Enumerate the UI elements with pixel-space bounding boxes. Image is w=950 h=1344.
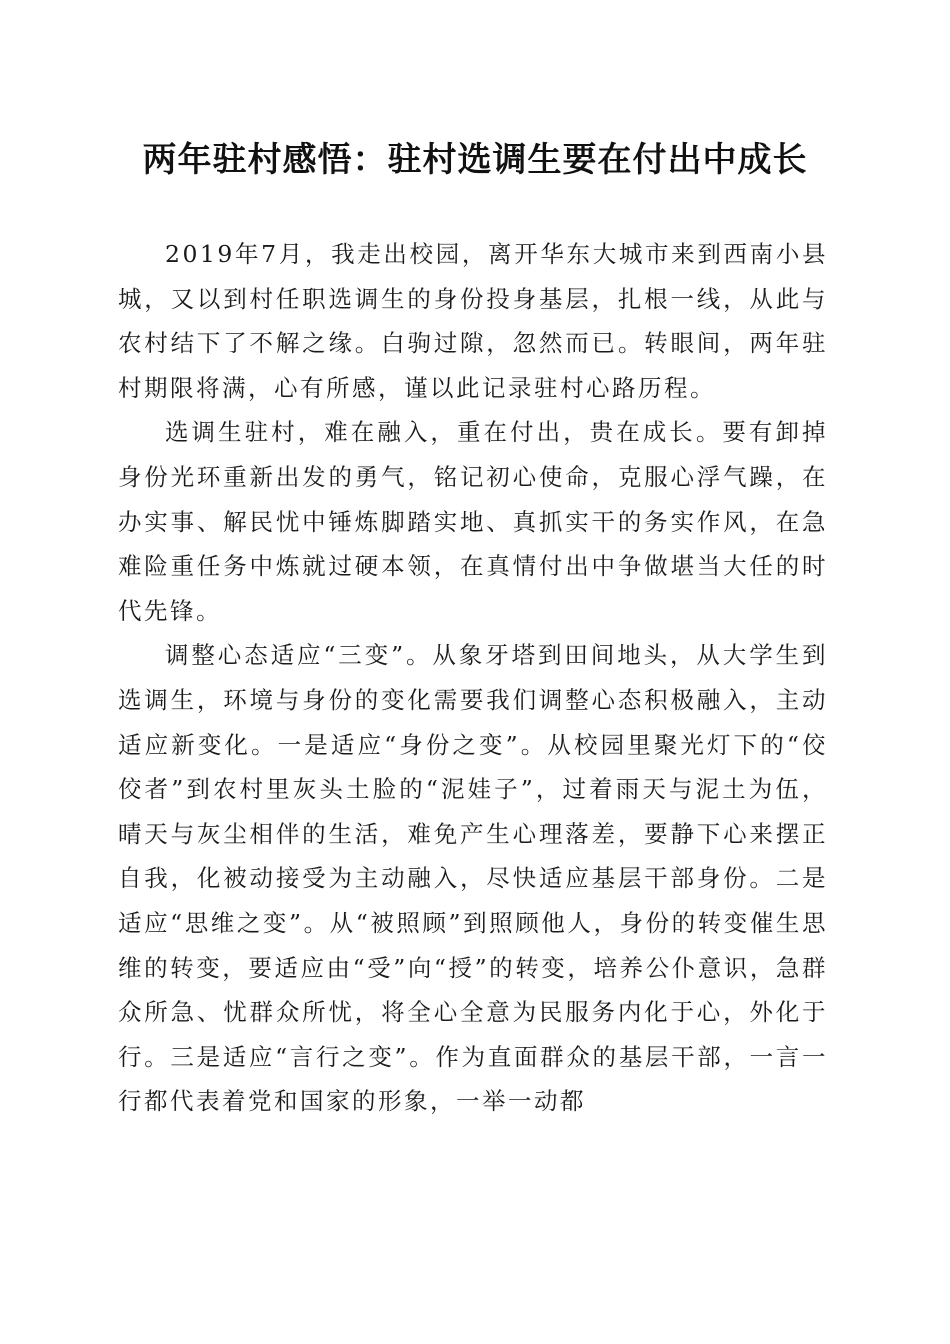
paragraph-2: 选调生驻村，难在融入，重在付出，贵在成长。要有卸掉身份光环重新出发的勇气，铭记初心使命，克服心浮气躁，在办实事、解民忧中锤炼脚踏实地、真抓实干的务实作风，在急难险重任务中炼就过硬本领，在真情付出中争做堪当大任的时代先锋。 xyxy=(118,418,828,625)
paragraph-3: 调整心态适应“三变”。从象牙塔到田间地头，从大学生到选调生，环境与身份的变化需要我们调整心态积极融入，主动适应新变化。一是适应“身份之变”。从校园里聚光灯下的“佼佼者”到农村里灰头土脸的“泥娃子”，过着雨天与泥土为伍，晴天与灰尘相伴的生活，难免产生心理落差，要静下心来摆正自我，化被动接受为主动融入，尽快适应基层干部身份。二是适应“思维之变”。从“被照顾”到照顾他人，身份的转变催生思维的转变，要适应由“受”向“授”的转变，培养公仆意识，急群众所急、忧群众所忧，将全心全意为民服务内化于心，外化于行。三是适应“言行之变”。作为直面群众的基层干部，一言一行都代表着党和国家的形象，一举一动都 xyxy=(118,641,828,1116)
document-body xyxy=(118,232,828,1124)
document-title: 两年驻村感悟：驻村选调生要在付出中成长 xyxy=(142,140,808,180)
paragraph-1: 2019年7月，我走出校园，离开华东大城市来到西南小县城，又以到村任职选调生的身份投身基层，扎根一线，从此与农村结下了不解之缘。白驹过隙，忽然而已。转眼间，两年驻村期限将满，心有所感，谨以此记录驻村心路历程。 xyxy=(118,240,828,402)
